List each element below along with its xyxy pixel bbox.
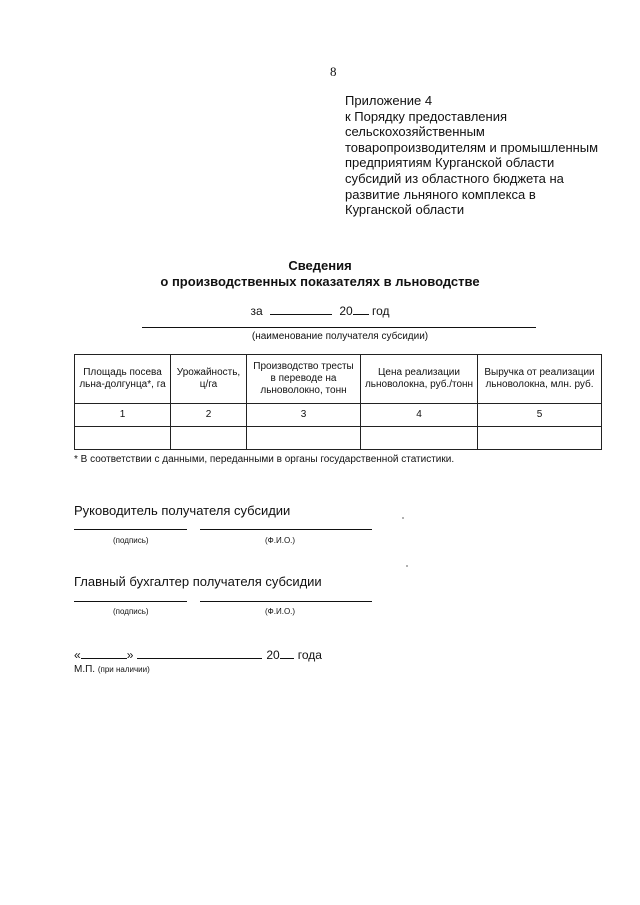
document-title: [0, 258, 640, 290]
year-blank: [280, 648, 294, 659]
period-suffix: год: [372, 304, 390, 318]
stamp-abbrev: М.П.: [74, 664, 96, 675]
appendix-line: субсидий из областного бюджета на: [345, 170, 564, 186]
empty-cell[interactable]: [171, 427, 247, 450]
date-century: 20: [266, 648, 280, 662]
recipient-name-line: [142, 327, 536, 328]
head-signature-title: Руководитель получателя субсидии: [74, 503, 291, 518]
period-year-blank: [353, 304, 369, 315]
indicators-table: [74, 354, 602, 450]
period-prefix: за: [250, 304, 263, 318]
table-row: [75, 404, 602, 427]
column-number: 2: [171, 404, 247, 427]
date-row: [74, 648, 322, 662]
footnote: * В соответствии с данными, переданными в органы государственной статистики.: [74, 454, 455, 465]
day-blank: [81, 648, 127, 659]
accountant-name-caption: (Ф.И.О.): [265, 607, 296, 616]
header-cell: Площадь посева льна-долгунца*, га: [75, 355, 171, 404]
date-open-quote: «: [74, 648, 81, 662]
month-blank: [137, 648, 262, 659]
head-signature-caption: (подпись): [113, 536, 149, 545]
period-blank: [270, 304, 332, 315]
header-cell: Производство тресты в переводе на льноволокно, тонн: [247, 355, 361, 404]
accountant-signature-title: Главный бухгалтер получателя субсидии: [74, 574, 322, 589]
title-line-2: о производственных показателях в льноводстве: [160, 274, 480, 289]
accountant-name-line: [200, 601, 372, 602]
header-cell: Выручка от реализации льноволокна, млн. руб.: [478, 355, 602, 404]
stamp-label: [74, 664, 150, 675]
column-number: 5: [478, 404, 602, 427]
date-close-quote: »: [126, 648, 134, 662]
period-century: 20: [339, 304, 353, 318]
header-cell: Урожайность, ц/га: [171, 355, 247, 404]
page-number: 8: [330, 64, 337, 79]
appendix-line: к Порядку предоставления: [345, 108, 507, 124]
empty-cell[interactable]: [361, 427, 478, 450]
accountant-signature-caption: (подпись): [113, 607, 149, 616]
title-line-1: Сведения: [288, 258, 352, 273]
head-name-caption: (Ф.И.О.): [265, 536, 296, 545]
appendix-line: предприятиям Курганской области: [345, 155, 555, 171]
table-header-row: [75, 355, 602, 404]
appendix-line: развитие льняного комплекса в: [345, 186, 536, 202]
column-number: 3: [247, 404, 361, 427]
recipient-caption: (наименование получателя субсидии): [251, 331, 429, 342]
empty-cell[interactable]: [75, 427, 171, 450]
appendix-line: Приложение 4: [345, 93, 433, 108]
stamp-note: (при наличии): [97, 665, 150, 674]
empty-cell[interactable]: [478, 427, 602, 450]
accountant-signature-line: [74, 601, 187, 602]
appendix-line: товаропроизводителям и промышленным: [345, 139, 599, 155]
column-number: 1: [75, 404, 171, 427]
table-row: [75, 427, 602, 450]
scan-speck: [406, 565, 408, 567]
appendix-line: Курганской области: [345, 202, 465, 218]
header-cell: Цена реализации льноволокна, руб./тонн: [361, 355, 478, 404]
reporting-period: [0, 304, 640, 318]
column-number: 4: [361, 404, 478, 427]
appendix-line: сельскохозяйственным: [345, 124, 485, 140]
date-suffix: года: [297, 648, 322, 662]
appendix-reference: [345, 93, 625, 218]
head-name-line: [200, 529, 372, 530]
head-signature-line: [74, 529, 187, 530]
empty-cell[interactable]: [247, 427, 361, 450]
scan-speck: [402, 517, 404, 519]
